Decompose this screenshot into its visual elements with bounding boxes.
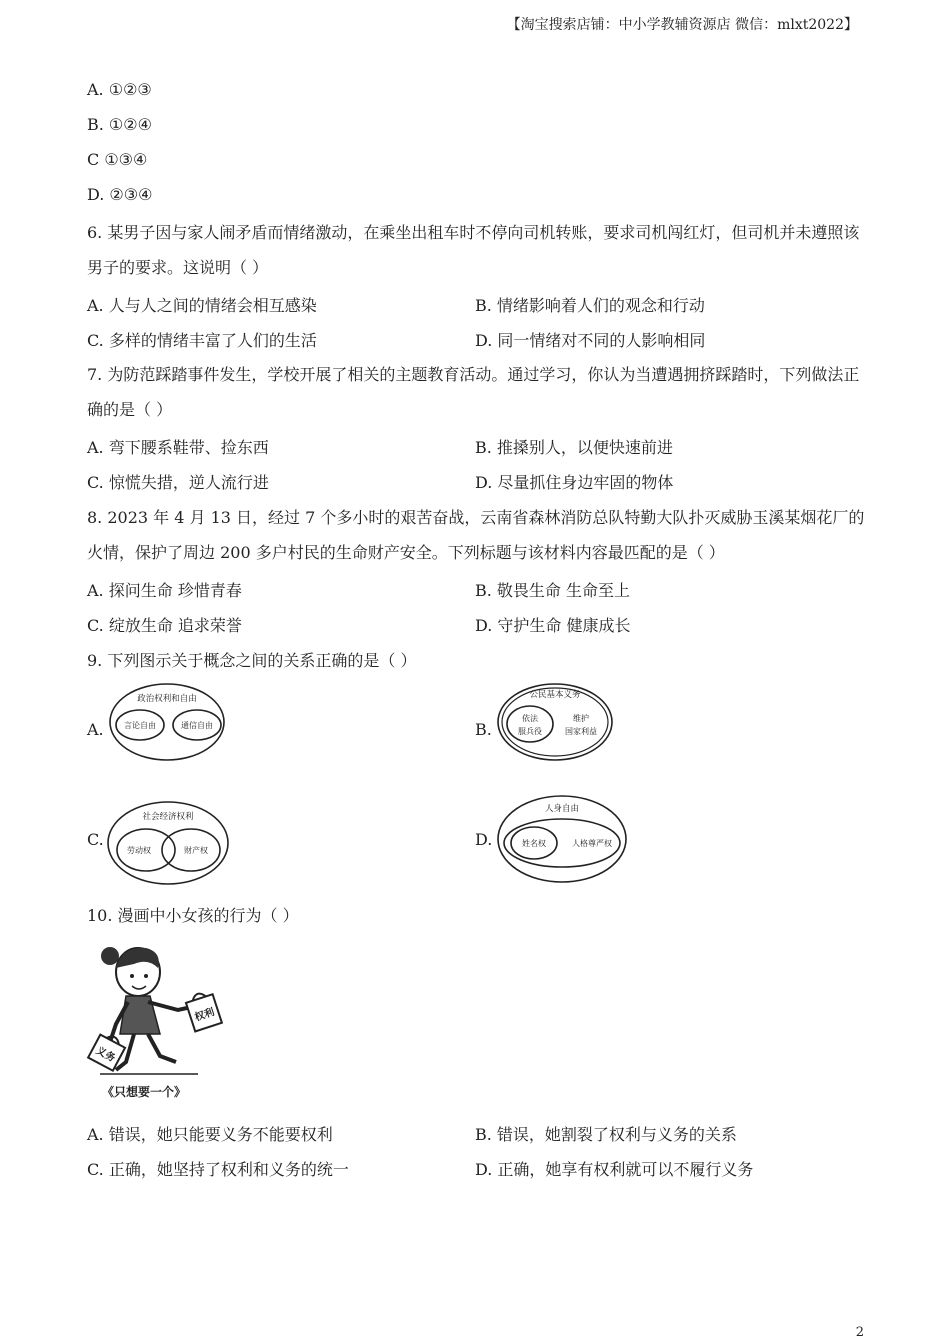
- q9-label-b: B.: [475, 720, 492, 739]
- q8-option-c: C. 绽放生命 追求荣誉: [87, 616, 242, 635]
- q7-option-d: D. 尽量抓住身边牢固的物体: [475, 473, 674, 492]
- cartoon-girl: [86, 938, 226, 1108]
- diagram-a-outer-label: 政治权利和自由: [137, 694, 197, 704]
- diagram-b-side-label-line1: 维护: [573, 714, 589, 723]
- diagram-b-inner-label-line2: 服兵役: [518, 727, 542, 736]
- page-number: 2: [855, 1325, 864, 1340]
- q7-stem: 7. 为防范踩踏事件发生，学校开展了相关的主题教育活动。通过学习，你认为当遭遇拥挤踩踏时，下列做法正确的是（ ）: [87, 365, 860, 419]
- q6-option-c: C. 多样的情绪丰富了人们的生活: [87, 331, 317, 350]
- q10-option-c: C. 正确，她坚持了权利和义务的统一: [87, 1160, 349, 1179]
- diagram-d-outer-label: 人身自由: [544, 804, 580, 814]
- q8-option-a: A. 探问生命 珍惜青春: [87, 581, 242, 600]
- q10-option-d: D. 正确，她享有权利就可以不履行义务: [475, 1160, 754, 1179]
- diagram-b-side-label-line2: 国家利益: [565, 727, 597, 736]
- q6-stem: 6. 某男子因与家人闹矛盾而情绪激动，在乘坐出租车时不停向司机转账，要求司机闯红灯，但司机并未遵照该男子的要求。这说明（ ）: [87, 223, 860, 277]
- q5-option-d: D. ②③④: [87, 185, 153, 204]
- q8-stem: 8. 2023 年 4 月 13 日，经过 7 个多小时的艰苦奋战，云南省森林消防总队特勤大队扑灭威胁玉溪某烟花厂的火情，保护了周边 200 多户村民的生命财产安全。下列标题与该材料内容最匹配的是（ ）: [87, 508, 865, 562]
- q10-option-a: A. 错误，她只能要义务不能要权利: [87, 1125, 333, 1144]
- q5-option-a: A. ①②③: [87, 80, 152, 99]
- q6-option-d: D. 同一情绪对不同的人影响相同: [475, 331, 706, 350]
- diagram-c-outer-label: 社会经济权利: [142, 812, 194, 822]
- diagram-b-inner-label-line1: 依法: [522, 714, 538, 723]
- diagram-b-inner-ellipse: [507, 706, 553, 742]
- diagram-d-inner-label: 姓名权: [522, 839, 546, 848]
- q5-option-c: C ①③④: [87, 150, 148, 169]
- diagram-c: [106, 798, 232, 892]
- bag-duties-label: 义务: [94, 1045, 117, 1065]
- bag-rights: [184, 990, 221, 1032]
- cartoon-title: 《只想要一个》: [101, 1085, 187, 1099]
- hair-bun: [101, 947, 119, 965]
- q6-option-b: B. 情绪影响着人们的观念和行动: [475, 296, 705, 315]
- q10-stem: 10. 漫画中小女孩的行为（ ）: [87, 906, 299, 925]
- bag-rights-label: 权利: [193, 1006, 216, 1024]
- diagram-c-left-label: 劳动权: [127, 846, 151, 855]
- diagram-b-outer-label: 公民基本义务: [529, 690, 581, 700]
- diagram-c-right-label: 财产权: [184, 846, 208, 855]
- q9-stem: 9. 下列图示关于概念之间的关系正确的是（ ）: [87, 651, 417, 670]
- q8-option-b: B. 敬畏生命 生命至上: [475, 581, 631, 600]
- diagram-b: [496, 680, 616, 768]
- q5-option-b: B. ①②④: [87, 115, 152, 134]
- diagram-a: [108, 680, 228, 768]
- diagram-a-left-label: 言论自由: [124, 721, 156, 730]
- q7-option-b: B. 推搡别人，以便快速前进: [475, 438, 673, 457]
- q8-option-d: D. 守护生命 健康成长: [475, 616, 631, 635]
- diagram-a-right-label: 通信自由: [181, 721, 213, 730]
- page-header: 【淘宝搜索店铺：中小学教辅资源店 微信：mlxt2022】: [506, 17, 858, 33]
- q7-option-a: A. 弯下腰系鞋带、捡东西: [87, 438, 269, 457]
- diagram-d: [496, 793, 630, 889]
- q6-option-a: A. 人与人之间的情绪会相互感染: [87, 296, 317, 315]
- q9-label-a: A.: [87, 720, 104, 739]
- q10-option-b: B. 错误，她割裂了权利与义务的关系: [475, 1125, 737, 1144]
- q9-label-d: D.: [475, 830, 493, 849]
- q9-label-c: C.: [87, 830, 104, 849]
- diagram-d-middle-label: 人格尊严权: [572, 839, 612, 848]
- q7-option-c: C. 惊慌失措，逆人流行进: [87, 473, 269, 492]
